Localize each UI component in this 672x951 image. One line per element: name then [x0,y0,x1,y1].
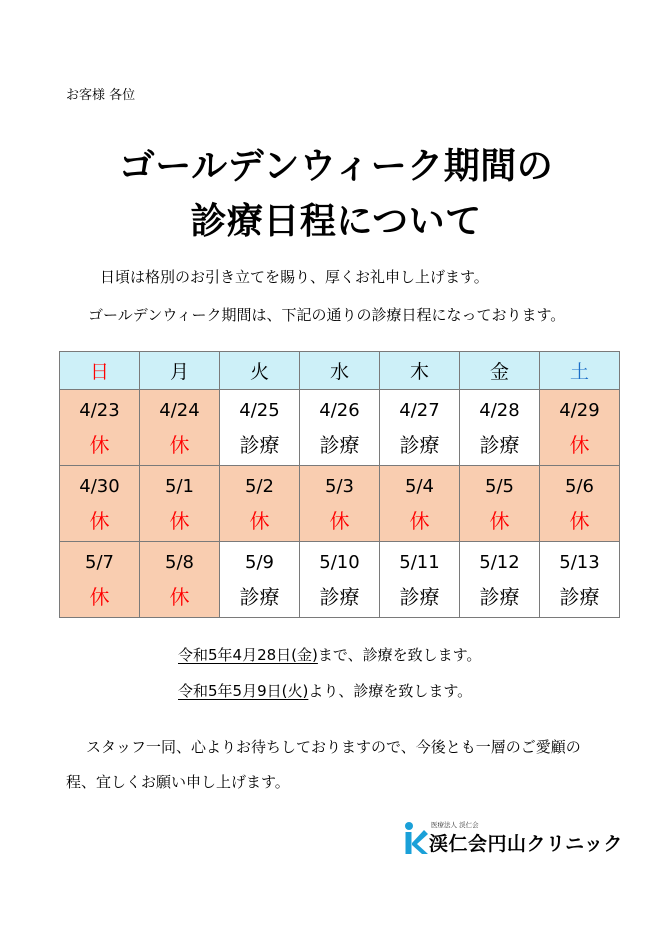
page-title-line1: ゴールデンウィーク期間の [118,146,554,187]
logo-clinic-name: 渓仁会円山クリニック [429,833,623,855]
calendar-day-cell [380,466,460,542]
intro-line2: ゴールデンウィーク期間は、下記の通りの診療日程になっております。 [88,306,566,324]
calendar-day-status: 休 [89,584,110,609]
calendar-week-row [60,542,620,618]
calendar-day-status: 診療 [319,584,360,609]
calendar-day-date: 4/28 [479,399,520,421]
intro-line1: 日頃は格別のお引き立てを賜り、厚くお礼申し上げます。 [100,268,489,286]
calendar-day-date: 5/3 [325,475,354,497]
calendar-day-status: 休 [169,432,190,457]
calendar-day-status: 休 [249,508,270,533]
calendar-day-date: 5/9 [245,551,274,573]
calendar-day-status: 休 [329,508,350,533]
weekday-wed: 水 [300,352,380,390]
weekday-fri: 金 [460,352,540,390]
closing-line1: スタッフ一同、心よりお待ちしておりますので、今後とも一層のご愛顧の [86,738,581,756]
notice-last-day-text: まで、診療を致します。 [317,646,482,664]
closing-line2: 程、宜しくお願い申し上げます。 [66,773,290,791]
calendar-day-date: 5/8 [165,551,194,573]
calendar-day-status: 診療 [479,432,520,457]
page-title-line2: 診療日程について [190,201,482,242]
calendar-day-status: 診療 [559,584,600,609]
notice-resume-day [178,680,472,701]
calendar-header-row [60,352,620,390]
calendar-day-status: 休 [569,508,590,533]
calendar-day-status: 休 [489,508,510,533]
calendar-day-cell [300,390,380,466]
calendar-day-status: 休 [569,432,590,457]
calendar-day-cell [460,542,540,618]
calendar-day-date: 5/7 [85,551,114,573]
logo-corporation: 医療法人 渓仁会 [431,821,479,829]
calendar-day-status: 休 [89,432,110,457]
calendar-day-status: 休 [89,508,110,533]
weekday-thu: 木 [380,352,460,390]
calendar-day-status: 休 [169,584,190,609]
calendar-day-status: 診療 [399,432,440,457]
calendar-day-status: 休 [169,508,190,533]
calendar-day-date: 4/29 [559,399,600,421]
weekday-sat: 土 [540,352,620,390]
calendar-day-date: 5/12 [479,551,520,573]
calendar-day-cell [220,466,300,542]
calendar-day-cell [380,390,460,466]
calendar-day-cell [460,390,540,466]
calendar-week-row [60,390,620,466]
calendar-day-date: 4/23 [79,399,120,421]
calendar-day-date: 5/1 [165,475,194,497]
calendar-day-cell [380,542,460,618]
schedule-calendar [59,351,620,618]
calendar-day-status: 休 [409,508,430,533]
calendar-day-cell [300,466,380,542]
calendar-day-cell [140,542,220,618]
weekday-sun: 日 [60,352,140,390]
weekday-mon: 月 [140,352,220,390]
calendar-day-date: 5/5 [485,475,514,497]
clinic-k-mark-icon [404,820,428,856]
calendar-day-status: 診療 [399,584,440,609]
calendar-day-status: 診療 [479,584,520,609]
calendar-day-date: 4/27 [399,399,440,421]
calendar-day-cell [540,390,620,466]
calendar-day-date: 5/2 [245,475,274,497]
calendar-day-cell [60,390,140,466]
notice-resume-day-date: 令和5年5月9日(火) [178,682,309,700]
calendar-day-cell [60,466,140,542]
calendar-day-status: 診療 [239,432,280,457]
calendar-day-cell [220,542,300,618]
calendar-day-cell [300,542,380,618]
calendar-day-status: 診療 [239,584,280,609]
calendar-day-date: 5/4 [405,475,434,497]
calendar-day-date: 5/11 [399,551,440,573]
calendar-day-cell [220,390,300,466]
notice-resume-day-text: より、診療を致します。 [308,682,473,700]
calendar-day-cell [540,466,620,542]
weekday-tue: 火 [220,352,300,390]
calendar-day-date: 4/25 [239,399,280,421]
clinic-logo [404,820,623,856]
notice-last-day [178,644,481,665]
calendar-day-status: 診療 [319,432,360,457]
calendar-day-cell [460,466,540,542]
calendar-day-cell [140,466,220,542]
calendar-day-date: 4/26 [319,399,360,421]
calendar-day-cell [540,542,620,618]
calendar-day-date: 4/24 [159,399,200,421]
calendar-day-date: 4/30 [79,475,120,497]
calendar-day-cell [60,542,140,618]
calendar-day-date: 5/6 [565,475,594,497]
addressee: お客様 各位 [66,88,136,103]
calendar-day-date: 5/13 [559,551,600,573]
calendar-day-date: 5/10 [319,551,360,573]
calendar-day-cell [140,390,220,466]
calendar-week-row [60,466,620,542]
notice-last-day-date: 令和5年4月28日(金) [178,646,318,664]
